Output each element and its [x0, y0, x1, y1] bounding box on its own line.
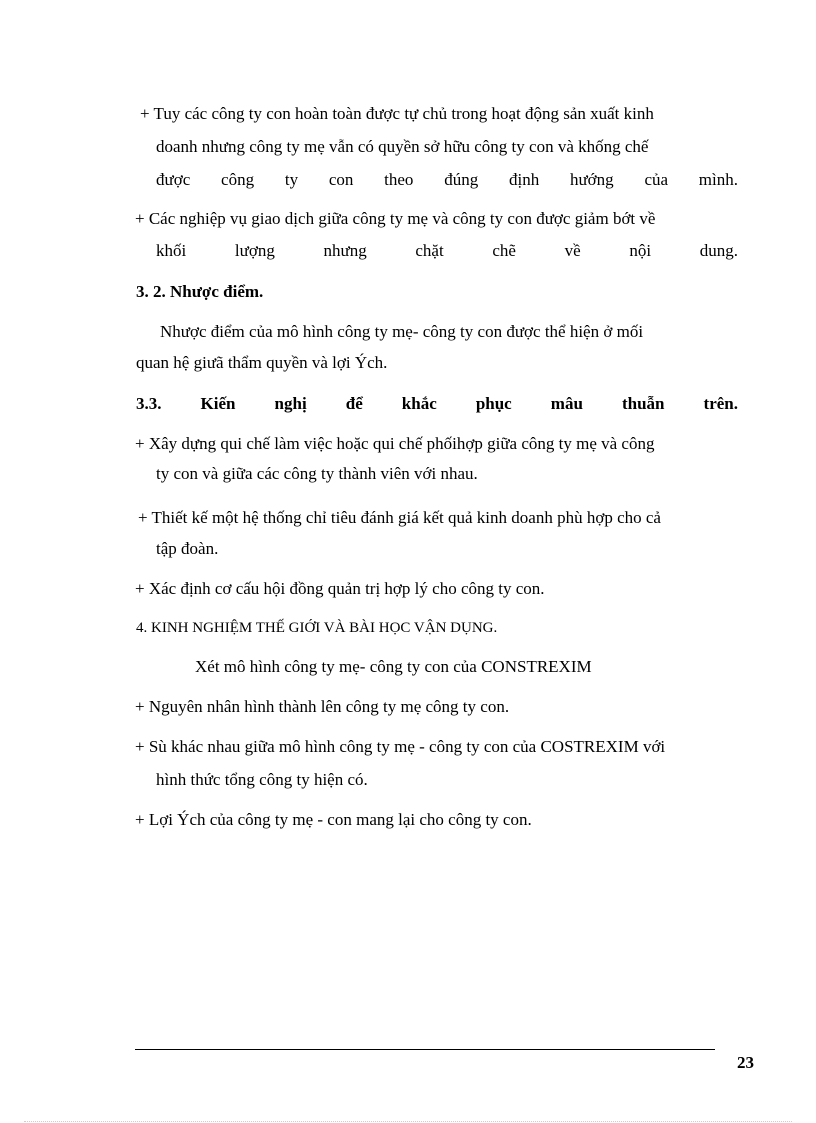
disadvantages-para-line2: quan hệ giưã thẩm quyền và lợi Ých.: [136, 353, 388, 372]
recommendation-1-line2: ty con và giữa các công ty thành viên với nhau.: [156, 464, 478, 483]
constrexim-subtitle: Xét mô hình công ty mẹ- công ty con của CONSTREXIM: [195, 657, 592, 676]
lesson-1: + Nguyên nhân hình thành lên công ty mẹ công ty con.: [135, 697, 510, 716]
heading-recommendations: 3.3. Kiến nghị để khắc phục mâu thuẫn trên.: [136, 394, 738, 413]
recommendation-2-line1: + Thiết kế một hệ thống chỉ tiêu đánh giá kết quả kinh doanh phù hợp cho cả: [138, 508, 661, 527]
page-bottom-dotted-border: [24, 1121, 792, 1122]
bullet-transactions-line1: + Các nghiệp vụ giao dịch giữa công ty mẹ và công ty con được giảm bớt về: [135, 209, 656, 228]
heading-disadvantages: 3. 2. Nhược điểm.: [136, 282, 264, 301]
lesson-2-line1: + Sù khác nhau giữa mô hình công ty mẹ - công ty con của COSTREXIM với: [135, 737, 666, 756]
recommendation-1-line1: + Xây dựng qui chế làm việc hoặc qui chế phốihợp giữa công ty mẹ và công: [135, 434, 655, 453]
bullet-transactions-line2: khối lượng nhưng chặt chẽ về nội dung.: [156, 241, 738, 260]
recommendation-2-line2: tập đoàn.: [156, 539, 219, 558]
heading-world-experience: 4. KINH NGHIỆM THẾ GIỚI VÀ BÀI HỌC VẬN DỤNG.: [136, 620, 498, 636]
recommendation-3: + Xác định cơ cấu hội đồng quản trị hợp lý cho công ty con.: [135, 579, 545, 598]
bullet-autonomy-line3: được công ty con theo đúng định hướng của mình.: [156, 170, 738, 189]
bullet-autonomy-line1: + Tuy các công ty con hoàn toàn được tự chủ trong hoạt động sản xuất kinh: [140, 104, 654, 123]
disadvantages-para-line1: Nhược điểm của mô hình công ty mẹ- công ty con được thể hiện ở mối: [160, 322, 644, 341]
page-number: 23: [737, 1053, 754, 1072]
lesson-3: + Lợi Ých của công ty mẹ - con mang lại cho công ty con.: [135, 810, 532, 829]
bullet-autonomy-line2: doanh nhưng công ty mẹ vẫn có quyền sở hữu công ty con và khống chế: [156, 137, 649, 156]
lesson-2-line2: hình thức tổng công ty hiện có.: [156, 770, 368, 789]
footer-rule: [135, 1049, 715, 1050]
